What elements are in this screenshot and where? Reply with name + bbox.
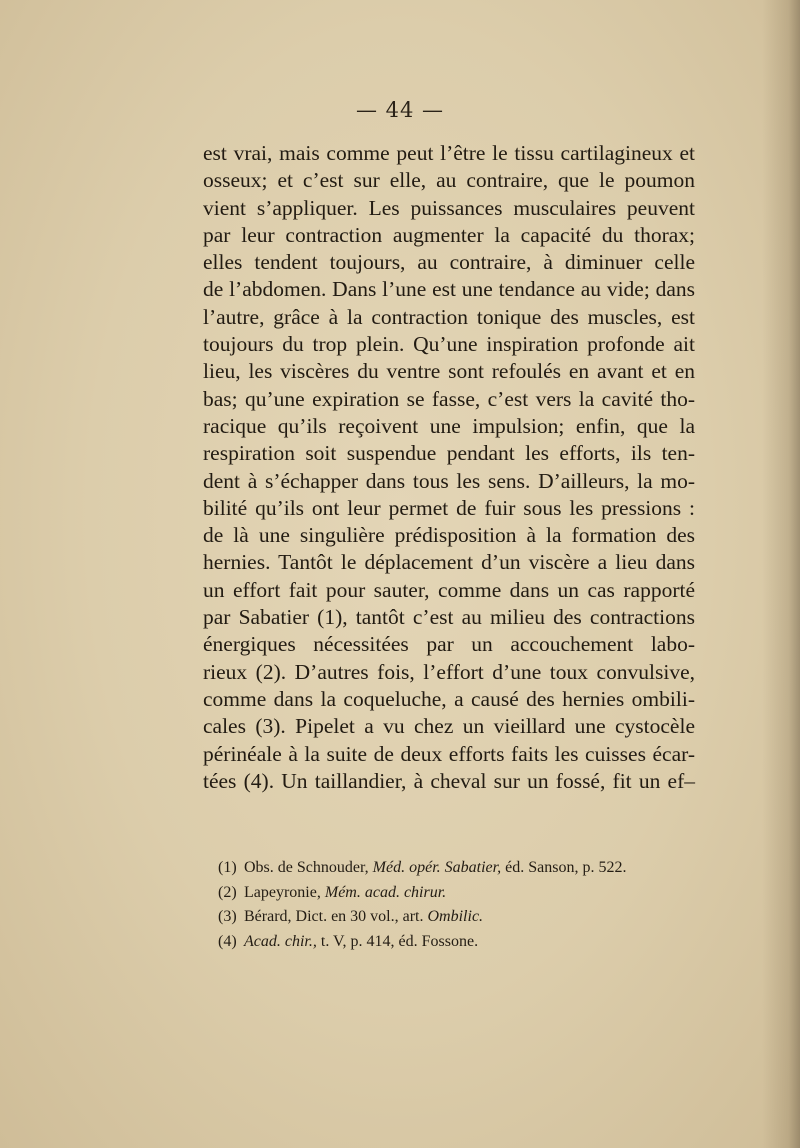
text-line: périnéale à la suite de deux efforts faits les cuisses écar- <box>203 741 695 766</box>
text-line: tées (4). Un taillandier, à cheval sur un fossé, fit un ef– <box>203 768 695 793</box>
footnote-text: t. V, p. 414, éd. Fossone. <box>316 932 479 950</box>
text-line: par leur contraction augmenter la capacité du thorax; <box>203 222 695 247</box>
footnote-title: Ombilic. <box>427 908 484 925</box>
footnote-title: Mém. acad. chirur. <box>324 883 447 901</box>
text-line: racique qu’ils reçoivent une impulsion; enfin, que la <box>203 413 695 438</box>
footnote <box>218 930 698 955</box>
footnote <box>218 881 698 906</box>
page-edge-shadow <box>762 0 800 1148</box>
text-line: rieux (2). D’autres fois, l’effort d’une toux convulsive, <box>203 659 695 684</box>
text-line: dent à s’échapper dans tous les sens. D’ailleurs, la mo- <box>203 468 695 493</box>
footnote-number: (3) <box>218 908 237 925</box>
footnote-text: Obs. de Schnouder, <box>244 859 373 876</box>
body-text <box>203 140 695 795</box>
text-line: osseux; et c’est sur elle, au contraire, que le poumon <box>203 168 695 193</box>
text-line: de là une singulière prédisposition à la formation des <box>203 523 695 548</box>
footnote-number: (1) <box>218 859 237 876</box>
footnote <box>218 905 698 930</box>
text-line: de l’abdomen. Dans l’une est une tendance au vide; dans <box>203 277 695 302</box>
text-line: par Sabatier (1), tantôt c’est au milieu des contractions <box>203 605 695 630</box>
footnote-title: Acad. chir., <box>244 932 317 950</box>
text-line: cales (3). Pipelet a vu chez un vieillard une cystocèle <box>203 714 695 739</box>
text-line: bas; qu’une expiration se fasse, c’est vers la cavité tho- <box>203 386 695 411</box>
text-line: lieu, les viscères du ventre sont refoulés en avant et en <box>203 359 695 384</box>
text-line: toujours du trop plein. Qu’une inspiration profonde ait <box>203 332 695 357</box>
page-number: — 44 — <box>355 98 445 122</box>
footnote-text: Bérard, Dict. en 30 vol., art. <box>244 908 428 925</box>
footnote-text: éd. Sanson, p. 522. <box>501 859 627 876</box>
footnote-text: Lapeyronie, <box>244 883 325 901</box>
footnote-title: Méd. opér. Sabatier, <box>372 859 502 876</box>
text-line: bilité qu’ils ont leur permet de fuir sous les pressions : <box>203 495 695 520</box>
footnote-number: (2) <box>218 883 237 901</box>
footnote-number: (4) <box>218 932 237 950</box>
text-line: comme dans la coqueluche, a causé des hernies ombili- <box>203 686 695 711</box>
footnote <box>218 856 698 881</box>
text-line: vient s’appliquer. Les puissances musculaires peuvent <box>203 195 695 220</box>
text-line: respiration soit suspendue pendant les efforts, ils ten- <box>203 441 695 466</box>
text-line: l’autre, grâce à la contraction tonique des muscles, est <box>203 304 695 329</box>
footnotes <box>218 856 698 954</box>
text-line: énergiques nécessitées par un accouchement labo- <box>203 632 695 657</box>
text-line: un effort fait pour sauter, comme dans un cas rapporté <box>203 577 695 602</box>
text-line: hernies. Tantôt le déplacement d’un viscère a lieu dans <box>203 550 695 575</box>
text-line: est vrai, mais comme peut l’être le tissu cartilagineux et <box>203 141 695 165</box>
text-line: elles tendent toujours, au contraire, à diminuer celle <box>203 250 695 275</box>
